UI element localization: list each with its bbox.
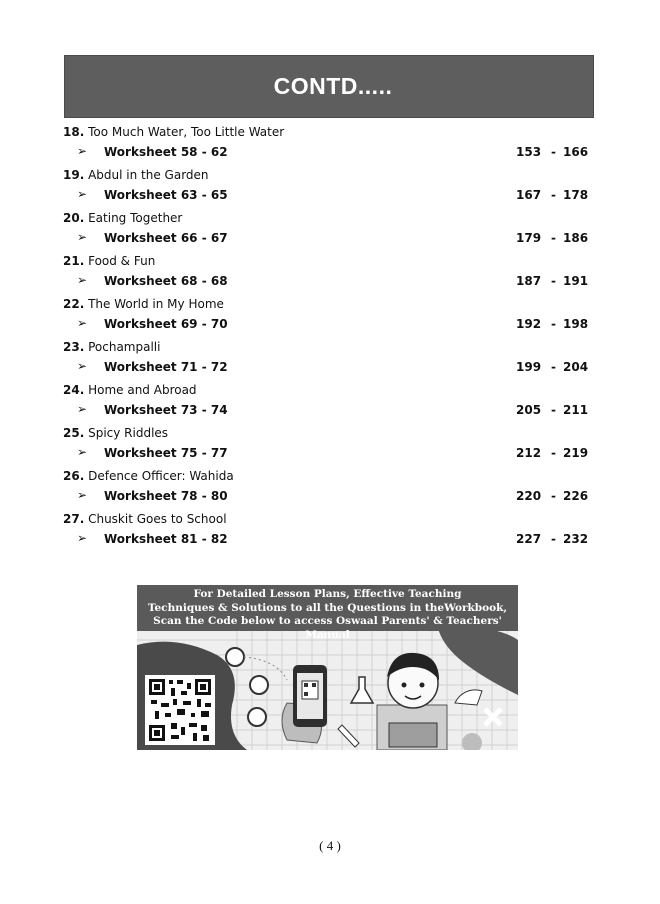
arrow-bullet-icon: ➢ xyxy=(77,359,88,373)
arrow-bullet-icon: ➢ xyxy=(77,488,88,502)
page-range-dash: - xyxy=(551,446,556,460)
worksheet-row[interactable] xyxy=(63,360,593,376)
chapter-name: Abdul in the Garden xyxy=(88,168,209,182)
worksheet-label: Worksheet 58 - 62 xyxy=(104,145,228,159)
chapter-number: 24. xyxy=(63,383,85,397)
chapter-name: Too Much Water, Too Little Water xyxy=(88,125,285,139)
worksheet-row[interactable] xyxy=(63,403,593,419)
worksheet-row[interactable] xyxy=(63,446,593,462)
worksheet-label: Worksheet 69 - 70 xyxy=(104,317,228,331)
chapter-number: 18. xyxy=(63,125,85,139)
chapter-number: 22. xyxy=(63,297,85,311)
arrow-bullet-icon: ➢ xyxy=(77,144,88,158)
chapter-number: 25. xyxy=(63,426,85,440)
toc-chapter xyxy=(63,466,593,509)
page-end: 178 xyxy=(563,188,589,202)
chapter-name: Home and Abroad xyxy=(88,383,197,397)
chapter-number: 23. xyxy=(63,340,85,354)
page-end: 186 xyxy=(563,231,589,245)
chapter-title[interactable] xyxy=(63,426,168,440)
page-range-dash: - xyxy=(551,145,556,159)
toc-chapter xyxy=(63,122,593,165)
chapter-name: Chuskit Goes to School xyxy=(88,512,227,526)
arrow-bullet-icon: ➢ xyxy=(77,531,88,545)
chapter-title[interactable] xyxy=(63,211,182,225)
worksheet-label: Worksheet 73 - 74 xyxy=(104,403,228,417)
page-range-dash: - xyxy=(551,231,556,245)
page-range-dash: - xyxy=(551,532,556,546)
worksheet-label: Worksheet 78 - 80 xyxy=(104,489,228,503)
chapter-title[interactable] xyxy=(63,254,155,268)
page-start: 179 xyxy=(516,231,542,245)
worksheet-label: Worksheet 66 - 67 xyxy=(104,231,228,245)
worksheet-row[interactable] xyxy=(63,489,593,505)
toc-chapter xyxy=(63,294,593,337)
qr-code[interactable] xyxy=(145,675,215,745)
page-start: 192 xyxy=(516,317,542,331)
chapter-number: 27. xyxy=(63,512,85,526)
chapter-name: Pochampalli xyxy=(88,340,161,354)
chapter-title[interactable] xyxy=(63,512,227,526)
chart-circle-icon xyxy=(226,648,244,666)
page-start: 227 xyxy=(516,532,542,546)
worksheet-label: Worksheet 75 - 77 xyxy=(104,446,228,460)
chapter-title[interactable] xyxy=(63,469,234,483)
page-start: 187 xyxy=(516,274,542,288)
page-start: 167 xyxy=(516,188,542,202)
arrow-bullet-icon: ➢ xyxy=(77,230,88,244)
page-end: 211 xyxy=(563,403,589,417)
page-end: 191 xyxy=(563,274,589,288)
page-range-dash: - xyxy=(551,274,556,288)
chapter-number: 19. xyxy=(63,168,85,182)
bulb-circle-icon xyxy=(248,708,266,726)
chapter-title[interactable] xyxy=(63,340,160,354)
page-end: 166 xyxy=(563,145,589,159)
table-of-contents xyxy=(63,122,593,552)
page-range-dash: - xyxy=(551,489,556,503)
contd-header-banner xyxy=(64,55,594,118)
arrow-bullet-icon: ➢ xyxy=(77,187,88,201)
teachers-manual-promo xyxy=(137,585,518,750)
page-end: 232 xyxy=(563,532,589,546)
worksheet-label: Worksheet 68 - 68 xyxy=(104,274,228,288)
worksheet-row[interactable] xyxy=(63,532,593,548)
worksheet-label: Worksheet 81 - 82 xyxy=(104,532,228,546)
chapter-name: Defence Officer: Wahida xyxy=(88,469,234,483)
worksheet-row[interactable] xyxy=(63,145,593,161)
toc-chapter xyxy=(63,423,593,466)
page-start: 212 xyxy=(516,446,542,460)
arrow-bullet-icon: ➢ xyxy=(77,273,88,287)
chapter-title[interactable] xyxy=(63,297,224,311)
toc-chapter xyxy=(63,165,593,208)
chapter-name: Eating Together xyxy=(88,211,183,225)
worksheet-label: Worksheet 63 - 65 xyxy=(104,188,228,202)
worksheet-row[interactable] xyxy=(63,274,593,290)
chapter-title[interactable] xyxy=(63,125,284,139)
chapter-number: 20. xyxy=(63,211,85,225)
toc-chapter xyxy=(63,208,593,251)
promo-text xyxy=(137,588,518,642)
page-start: 199 xyxy=(516,360,542,374)
page-range-dash: - xyxy=(551,360,556,374)
chapter-title[interactable] xyxy=(63,168,209,182)
page-number: ( 4 ) xyxy=(319,838,341,853)
chapter-number: 26. xyxy=(63,469,85,483)
toc-chapter xyxy=(63,509,593,552)
page-end: 219 xyxy=(563,446,589,460)
promo-line-1: For Detailed Lesson Plans, Effective Teaching xyxy=(193,588,462,600)
arrow-bullet-icon: ➢ xyxy=(77,316,88,330)
arrow-bullet-icon: ➢ xyxy=(77,402,88,416)
chapter-title[interactable] xyxy=(63,383,197,397)
page-range-dash: - xyxy=(551,403,556,417)
page-end: 226 xyxy=(563,489,589,503)
toc-chapter xyxy=(63,251,593,294)
contd-header-title: CONTD..... xyxy=(273,73,393,99)
promo-line-3: Scan the Code below to access Oswaal Parents' & Teachers' Manual xyxy=(153,615,502,641)
arrow-bullet-icon: ➢ xyxy=(77,445,88,459)
chapter-name: Spicy Riddles xyxy=(88,426,169,440)
worksheet-row[interactable] xyxy=(63,231,593,247)
chapter-name: Food & Fun xyxy=(88,254,156,268)
page-range-dash: - xyxy=(551,188,556,202)
promo-line-2: Techniques & Solutions to all the Questions in theWorkbook, xyxy=(147,601,508,614)
page-range-dash: - xyxy=(551,317,556,331)
toc-chapter xyxy=(63,337,593,380)
chapter-name: The World in My Home xyxy=(88,297,224,311)
page-end: 198 xyxy=(563,317,589,331)
worksheet-row[interactable] xyxy=(63,317,593,333)
page-start: 153 xyxy=(516,145,542,159)
worksheet-row[interactable] xyxy=(63,188,593,204)
page-start: 220 xyxy=(516,489,542,503)
page-start: 205 xyxy=(516,403,542,417)
page-end: 204 xyxy=(563,360,589,374)
toc-chapter xyxy=(63,380,593,423)
chapter-number: 21. xyxy=(63,254,85,268)
pencil-circle-icon xyxy=(250,676,268,694)
worksheet-label: Worksheet 71 - 72 xyxy=(104,360,228,374)
